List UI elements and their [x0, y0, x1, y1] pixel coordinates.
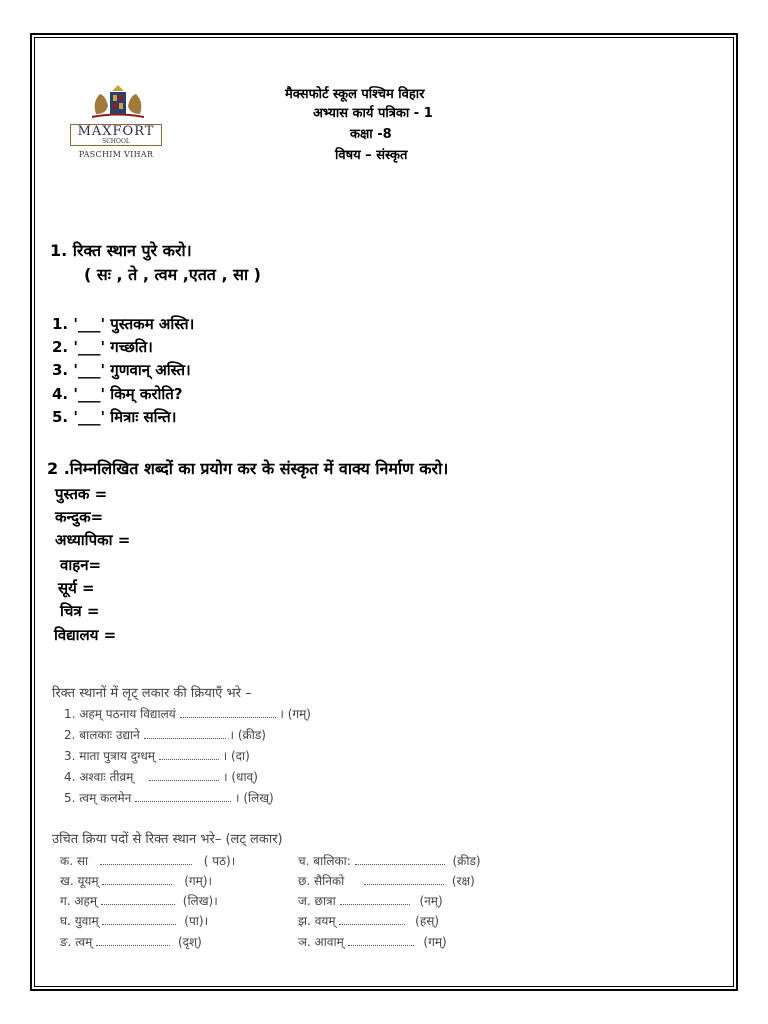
q4-left-item: ङ. त्वम् (दृश्)	[60, 935, 202, 949]
school-logo	[70, 84, 170, 174]
q4-right-item: च. बालिका: (क्रीड)	[298, 854, 481, 868]
q1-item: 3. '___' गुणवान् अस्ति।	[52, 361, 191, 379]
q4-right-item: झ. वयम् (हस्)	[298, 914, 440, 928]
q1-item: 2. '___' गच्छति।	[52, 338, 153, 356]
q1-title: 1. रिक्त स्थान पुरे करो।	[50, 241, 192, 260]
crest-icon	[88, 84, 148, 120]
subject-label: विषय – संस्कृत	[335, 148, 408, 163]
q2-title: 2 .निम्नलिखित शब्दों का प्रयोग कर के संस्कृत में वाक्य निर्माण करो।	[47, 459, 449, 478]
q2-word: चित्र =	[60, 602, 100, 620]
q2-word: सूर्य =	[58, 579, 95, 597]
q3-item: 1. अहम् पठनाय विद्यालयं । (गम्)	[64, 707, 311, 721]
q4-left-item: क. सा ( पठ)।	[60, 854, 236, 868]
sheet-title: अभ्यास कार्य पत्रिका - 1	[313, 106, 433, 121]
q3-item: 5. त्वम् कलमेन । (लिख्)	[64, 791, 274, 805]
q3-item: 3. माता पुत्राय दुग्धम् । (दा)	[64, 749, 250, 763]
q2-word: पुस्तक =	[55, 485, 108, 503]
q4-title: उचित क्रिया पदों से रिक्त स्थान भरे– (लट् लकार)	[52, 832, 283, 847]
school-name: मैक्सफोर्ट स्कूल पश्चिम विहार	[285, 87, 425, 102]
q3-item: 2. बालकाः उद्याने । (क्रीड)	[64, 728, 266, 742]
q4-right-item: ञ. आवाम् (गम्)	[298, 935, 447, 949]
q1-item: 1. '___' पुस्तकम अस्ति।	[52, 315, 195, 333]
q2-word: कन्दुक=	[55, 508, 104, 526]
q4-right-item: छ. सैनिको (रक्ष)	[298, 874, 475, 888]
q4-right-item: ज. छात्रा (नम्)	[298, 894, 443, 908]
q4-left-item: घ. युवाम् (पा)।	[60, 914, 209, 928]
logo-wordmark: MAXFORT SCHOOL	[70, 124, 162, 146]
q1-item: 5. '___' मित्राः सन्ति।	[52, 408, 177, 426]
q3-item: 4. अश्वाः तीव्रम् । (धाव्)	[64, 770, 258, 784]
q4-left-item: ग. अहम् (लिख)।	[60, 894, 218, 908]
logo-subtitle: PASCHIM VIHAR	[78, 150, 154, 159]
class-label: कक्षा -8	[350, 127, 392, 142]
q4-left-item: ख. यूयम् (गम्)।	[60, 874, 213, 888]
q2-word: वाहन=	[60, 556, 102, 574]
q2-word: अध्यापिका =	[55, 531, 131, 549]
q3-title: रिक्त स्थानों में लृट् लकार की क्रियाएँ भरे –	[52, 686, 252, 701]
q2-word: विद्यालय =	[54, 626, 117, 644]
q1-options: ( सः , ते , त्वम ,एतत , सा )	[84, 265, 261, 284]
q1-item: 4. '___' किम् करोति?	[52, 385, 183, 403]
